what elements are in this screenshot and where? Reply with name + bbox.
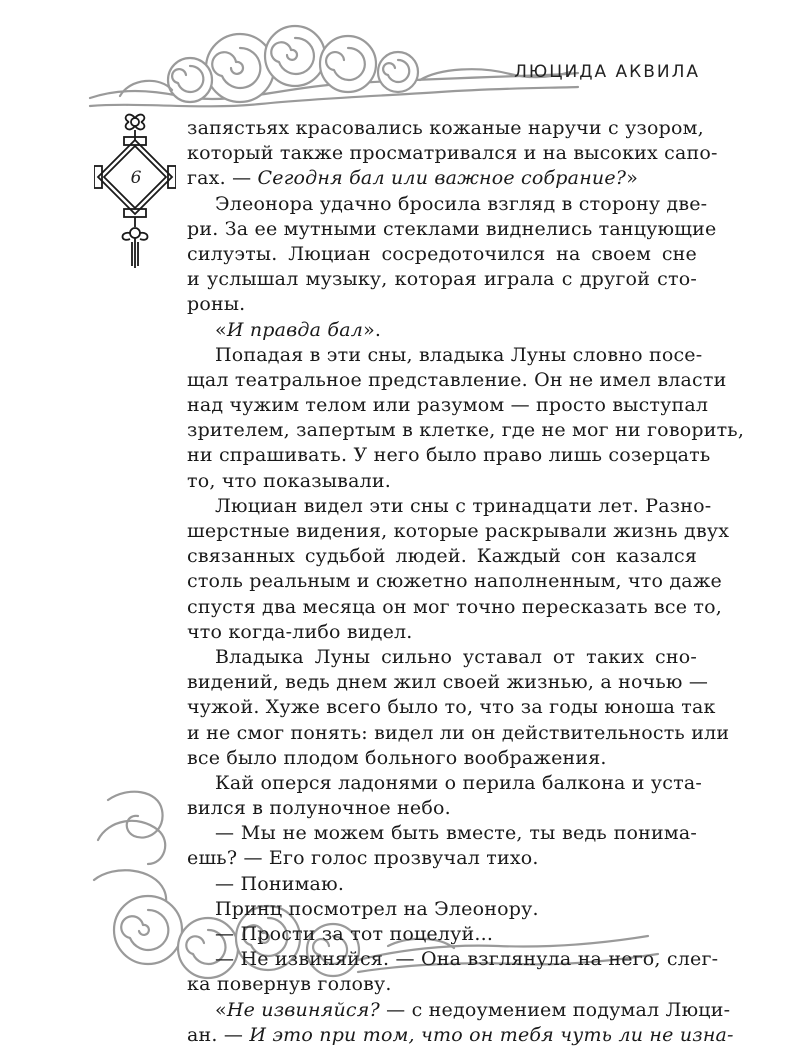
text-segment: ». — [363, 318, 382, 341]
page-number: 6 — [130, 168, 142, 188]
text-segment: — Не извиняйся. — Она взглянула на него, слег- — [215, 948, 719, 971]
text-segment: вился в полуночное небо. — [187, 797, 451, 820]
text-segment: спустя два месяца он мог точно пересказать все то, — [187, 595, 723, 618]
text-segment: чужой. Хуже всего было то, что за годы юноша так — [187, 696, 716, 719]
text-segment: — с недоумением подумал Люци- — [379, 998, 731, 1021]
text-line — [187, 569, 722, 594]
text-line — [187, 947, 719, 972]
text-line — [187, 368, 727, 393]
text-segment: зрителем, запертым в клетке, где не мог ни говорить, — [187, 419, 745, 442]
text-segment: силуэты. Люциан сосредоточился на своем сне — [187, 242, 697, 265]
text-segment: и не смог понять: видел ли он действительность или — [187, 721, 730, 744]
text-segment: Принц посмотрел на Элеонору. — [215, 897, 539, 920]
text-line — [187, 292, 697, 317]
text-line — [187, 1023, 734, 1048]
text-line — [187, 922, 697, 947]
text-segment: гах. — — [187, 167, 258, 190]
text-segment: ан. — — [187, 1023, 250, 1046]
text-line — [187, 318, 697, 343]
text-line — [187, 217, 717, 242]
body-text — [187, 116, 745, 1048]
text-line — [187, 771, 702, 796]
text-segment: « — [215, 998, 227, 1021]
text-segment: — Понимаю. — [215, 872, 345, 895]
text-line — [187, 443, 711, 468]
text-segment: ешь? — Его голос прозвучал тихо. — [187, 847, 539, 870]
text-segment: Элеонора удачно бросила взгляд в сторону две- — [215, 192, 708, 215]
text-line — [187, 746, 697, 771]
text-segment: роны. — [187, 293, 246, 316]
text-line — [187, 192, 708, 217]
text-line — [187, 116, 704, 141]
text-line — [187, 670, 709, 695]
text-segment: ри. За ее мутными стеклами виднелись танцующие — [187, 217, 717, 240]
text-line — [187, 721, 730, 746]
text-line — [187, 418, 745, 443]
text-line — [187, 544, 697, 569]
text-segment: ка повернув голову. — [187, 973, 392, 996]
text-line — [187, 796, 697, 821]
text-segment: то, что показывали. — [187, 469, 391, 492]
text-line — [187, 494, 712, 519]
text-segment: все было плодом больного воображения. — [187, 746, 607, 769]
italic-text: Не извиняйся? — [226, 998, 380, 1021]
text-line — [187, 469, 697, 494]
text-segment: который также просматривался и на высоких сапо- — [187, 142, 718, 165]
text-line — [187, 519, 730, 544]
text-line — [187, 343, 703, 368]
text-segment: Владыка Луны сильно уставал от таких сно- — [215, 645, 697, 668]
text-segment: Кай оперся ладонями о перила балкона и уста- — [215, 771, 702, 794]
text-segment: — Прости за тот поцелуй... — [215, 923, 494, 945]
text-segment: » — [626, 167, 639, 190]
text-segment: что когда-либо видел. — [187, 620, 413, 643]
text-line — [187, 846, 697, 871]
text-segment: щал театральное представление. Он не имел власти — [187, 368, 727, 391]
text-segment: видений, ведь днем жил своей жизнью, а ночью — — [187, 671, 709, 694]
text-line — [187, 595, 723, 620]
text-line — [187, 821, 697, 846]
text-segment: над чужим телом или разумом — просто выступал — [187, 394, 709, 417]
page-number-ornament — [94, 110, 176, 270]
text-segment: запястьях красовались кожаные наручи с узором, — [187, 117, 704, 139]
text-line — [187, 998, 731, 1023]
text-line — [187, 645, 697, 670]
text-segment: — Мы не можем быть вместе, ты ведь понима- — [215, 822, 697, 845]
italic-text: И это при том, что он тебя чуть ли не изна- — [249, 1023, 734, 1046]
text-line — [187, 695, 716, 720]
text-line — [187, 166, 697, 191]
text-line — [187, 242, 697, 267]
text-segment: Попадая в эти сны, владыка Луны словно посе- — [215, 343, 703, 366]
running-head: ЛЮЦИДА АКВИЛА — [514, 62, 700, 82]
italic-text: Сегодня бал или важное собрание? — [257, 167, 627, 190]
text-segment: столь реальным и сюжетно наполненным, что даже — [187, 570, 722, 593]
text-line — [187, 972, 697, 997]
text-segment: шерстные видения, которые раскрывали жизнь двух — [187, 520, 730, 542]
text-segment: « — [215, 318, 227, 341]
text-line — [187, 897, 697, 922]
text-line — [187, 267, 697, 292]
text-segment: ни спрашивать. У него было право лишь созерцать — [187, 444, 711, 467]
text-segment: Люциан видел эти сны с тринадцати лет. Разно- — [215, 494, 712, 517]
text-line — [187, 393, 709, 418]
text-line — [187, 872, 697, 897]
text-line — [187, 620, 697, 645]
text-segment: связанных судьбой людей. Каждый сон казался — [187, 545, 697, 568]
text-segment: и услышал музыку, которая играла с другой сто- — [187, 268, 697, 291]
text-line — [187, 141, 718, 166]
italic-text: И правда бал — [226, 318, 364, 341]
